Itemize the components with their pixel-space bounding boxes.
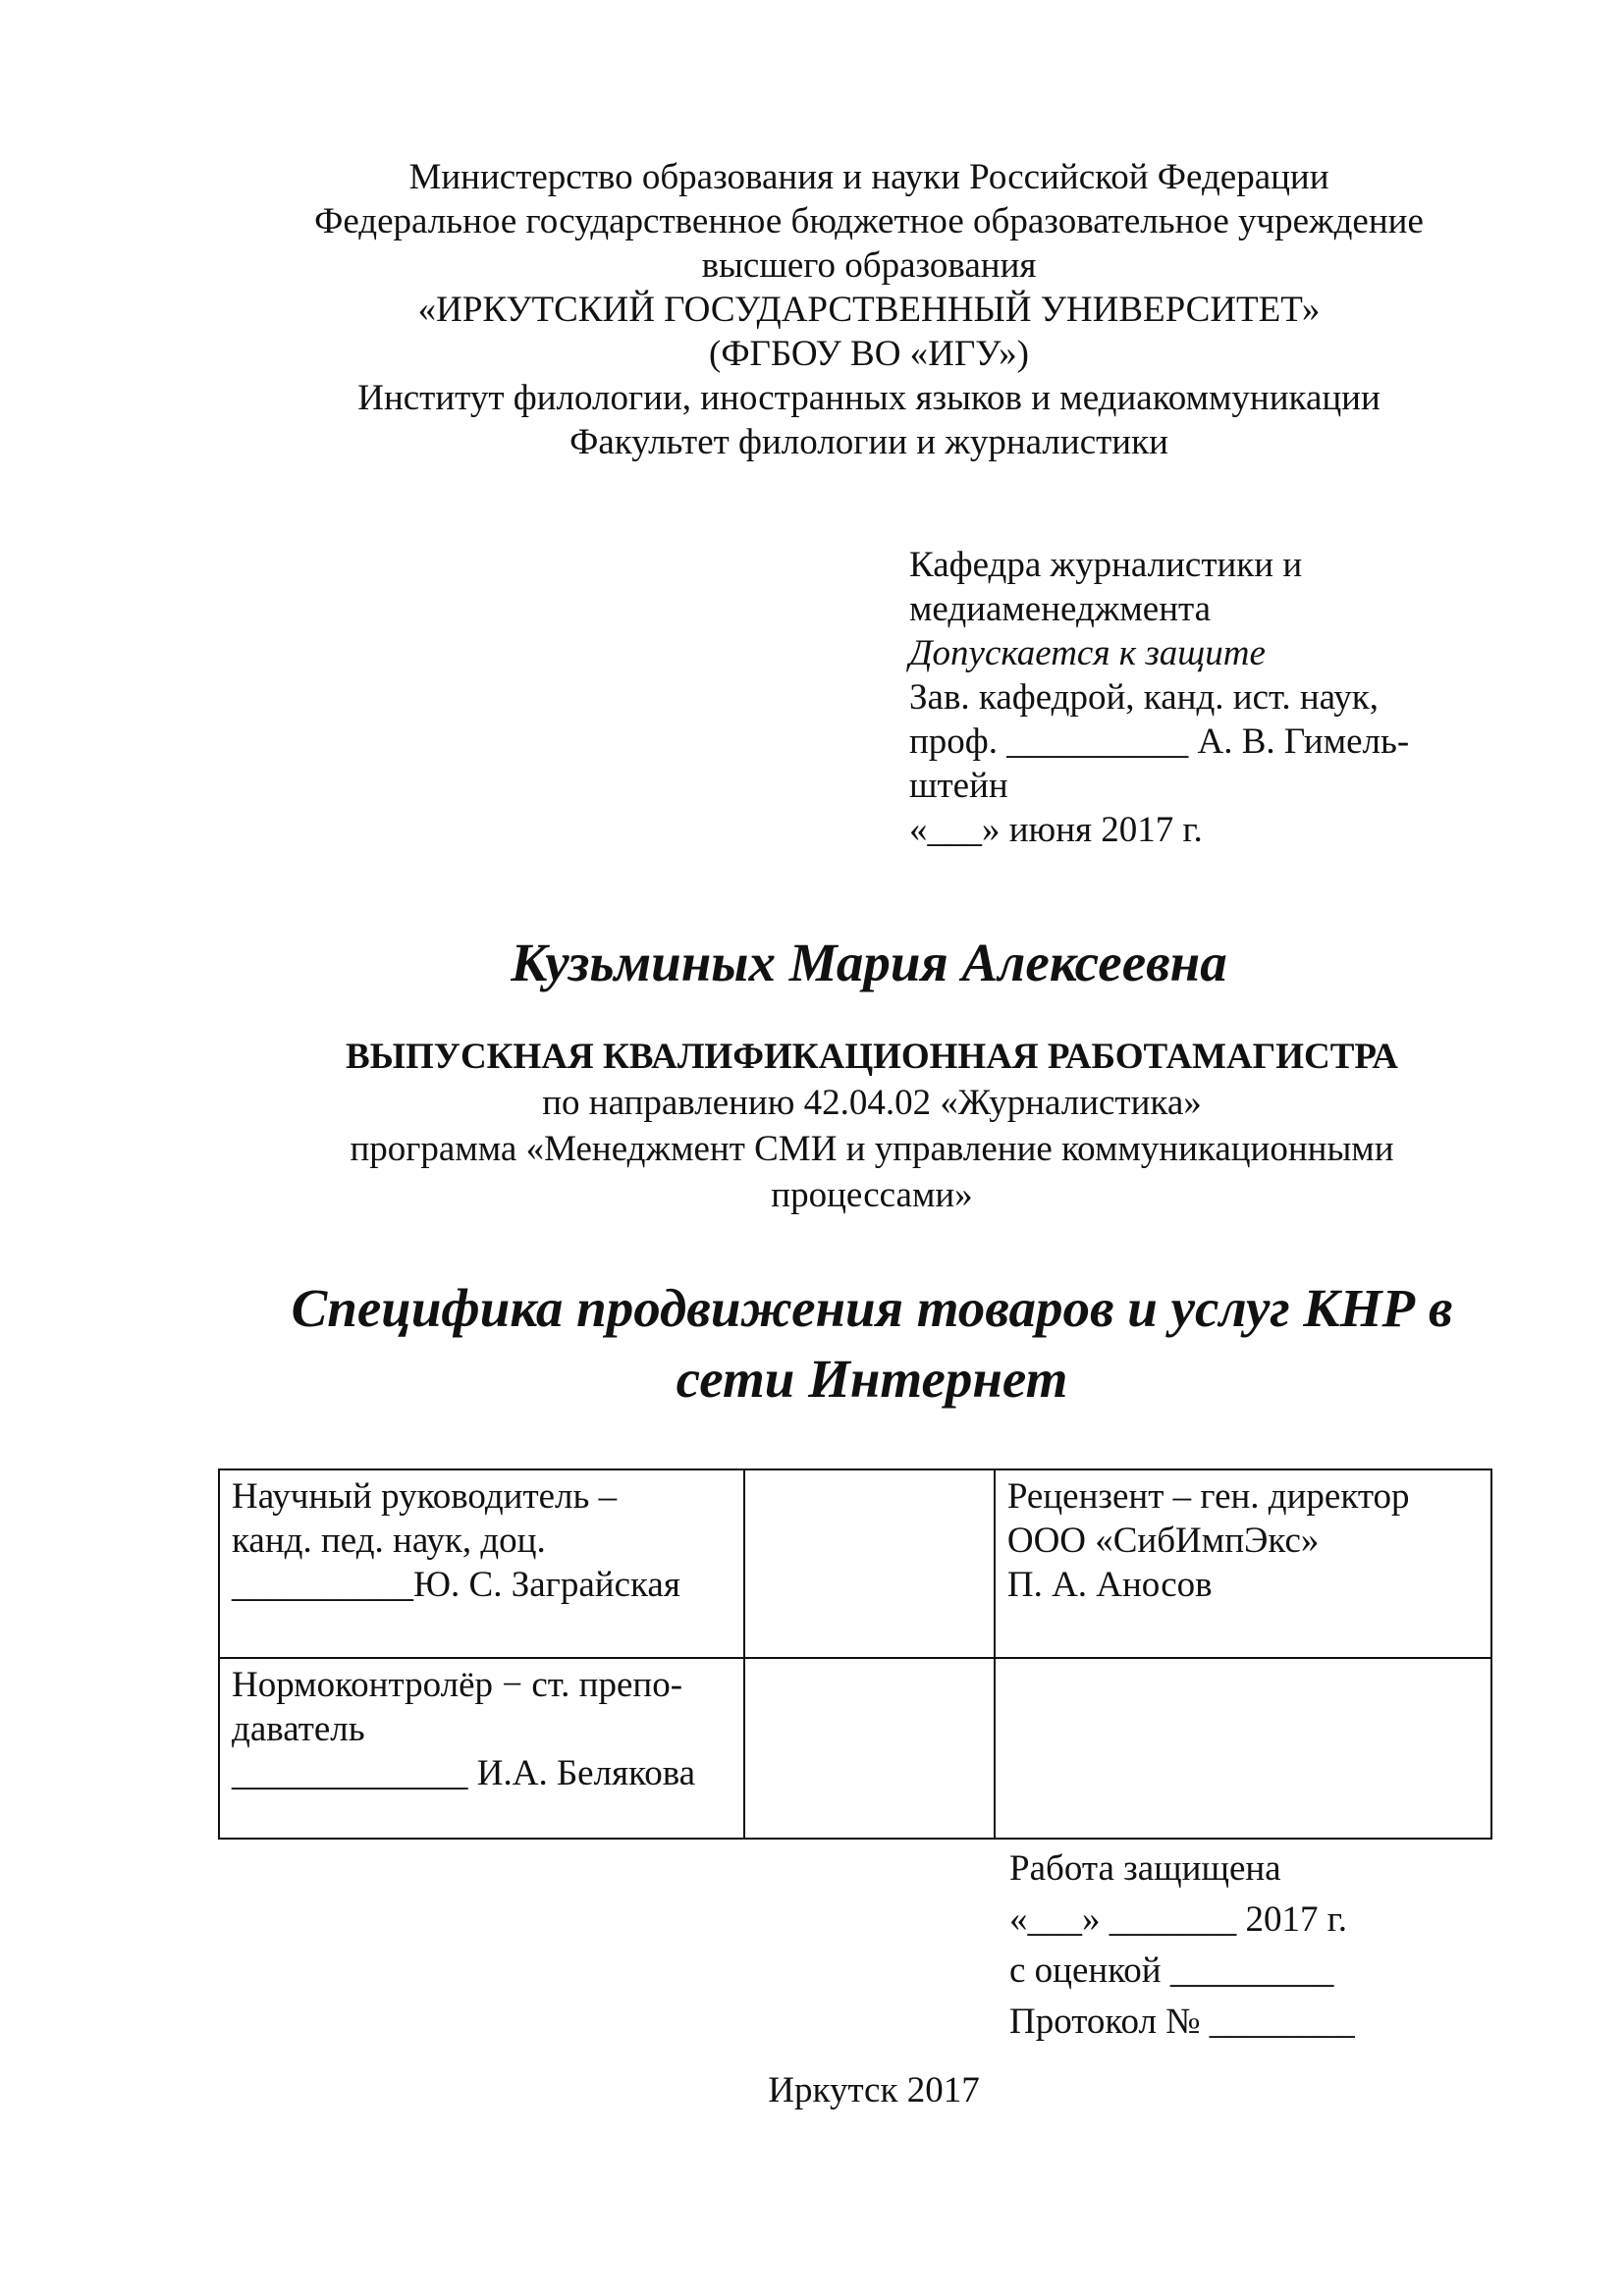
defense-protocol: Протокол № ________ [1009,2002,1355,2042]
author-name: Кузьминых Мария Алексеевна [511,933,1227,992]
normcontrol-role-cont: даватель [232,1709,365,1749]
thesis-topic [0,1273,1624,1415]
work-description [0,1034,1624,1218]
approval-date: «___» июня 2017 г. [909,810,1203,850]
department-approval-block [909,543,1459,852]
ministry-line: Министерство образования и науки Российской Федерации [408,157,1329,197]
reviewer-cell [995,1469,1491,1658]
defense-block [1009,1843,1481,2048]
supervisor-role: Научный руководитель – [232,1476,618,1517]
empty-cell-1 [744,1469,995,1658]
university-name: «ИРКУТСКИЙ ГОСУДАРСТВЕННЫЙ УНИВЕРСИТЕТ» [417,290,1321,330]
institute-name: Институт филологии, иностранных языков и медиакоммуникации [357,378,1380,418]
head-title: Зав. кафедрой, канд. ист. наук, [909,677,1379,718]
study-direction: по направлению 42.04.02 «Журналистика» [542,1083,1202,1123]
university-abbreviation: (ФГБОУ ВО «ИГУ») [709,334,1029,374]
topic-line-2: сети Интернет [676,1349,1068,1409]
education-level-line: высшего образования [701,245,1037,286]
head-name-continuation: штейн [909,766,1008,806]
defense-grade: с оценкой _________ [1009,1950,1334,1991]
reviewer-name: П. А. Аносов [1006,1565,1213,1605]
signature-row-1 [219,1469,1491,1658]
institution-header [0,155,1624,464]
signature-row-2 [219,1658,1491,1839]
defense-status: Работа защищена [1009,1848,1281,1889]
empty-cell-2 [744,1658,995,1839]
admission-note: Допускается к защите [909,633,1266,673]
institution-type-line: Федеральное государственное бюджетное образовательное учреждение [314,201,1424,241]
faculty-name: Факультет филологии и журналистики [569,422,1168,462]
supervisor-signature: __________Ю. С. Заграйская [232,1565,680,1605]
reviewer-company: ООО «СибИмпЭкс» [1006,1521,1320,1561]
topic-line-1: Специфика продвижения товаров и услуг КНР в [291,1278,1453,1338]
department-line-2: медиаменеджмента [909,589,1212,629]
program-line-1: программа «Менеджмент СМИ и управление коммуникационными [350,1129,1394,1169]
department-line-1: Кафедра журналистики и [909,545,1303,585]
work-type: ВЫПУСКНАЯ КВАЛИФИКАЦИОННАЯ РАБОТАМАГИСТРА [346,1037,1398,1077]
supervisor-degree: канд. пед. наук, доц. [232,1521,546,1561]
supervisor-cell [219,1469,744,1658]
defense-date: «___» _______ 2017 г. [1009,1899,1348,1940]
normcontrol-role: Нормоконтролёр − ст. препо- [232,1665,683,1705]
normcontrol-cell [219,1658,744,1839]
normcontrol-signature: _____________ И.А. Белякова [232,1753,696,1793]
empty-cell-3 [995,1658,1491,1839]
city-year: Иркутск 2017 [768,2070,980,2110]
reviewer-role: Рецензент – ген. директор [1006,1476,1410,1517]
program-line-2: процессами» [771,1175,973,1215]
head-signature-line: проф. __________ А. В. Гимель- [909,721,1410,762]
signature-table [218,1468,1492,1840]
